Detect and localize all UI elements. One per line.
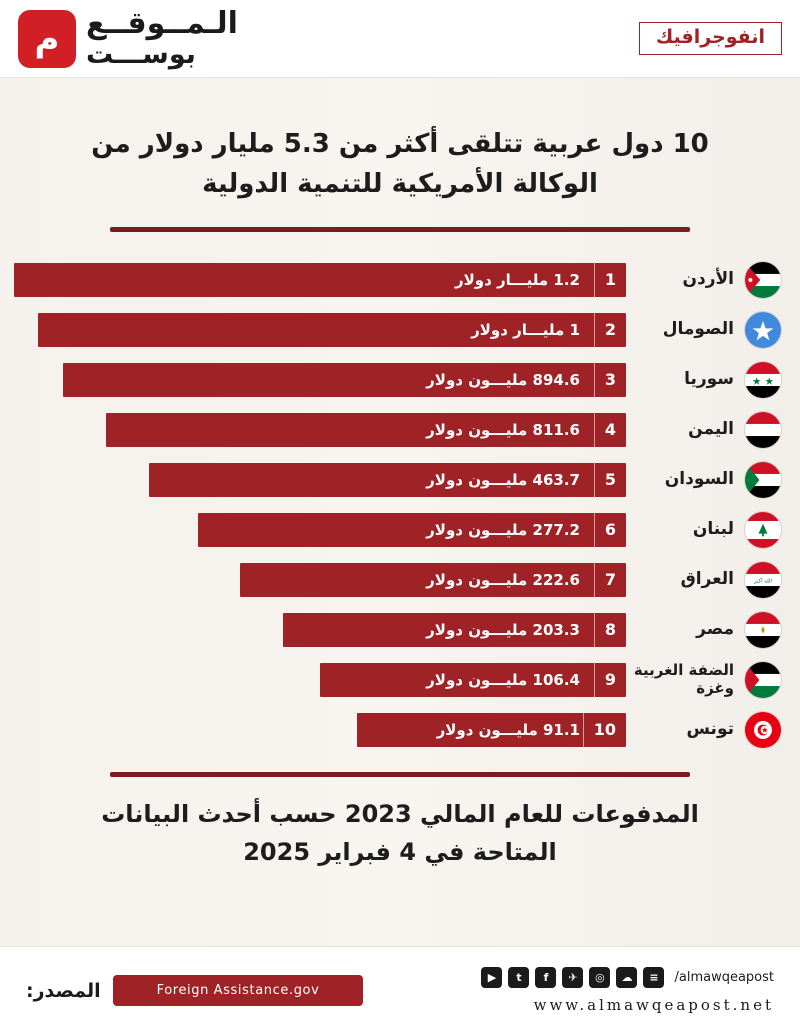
iraq-flag-icon xyxy=(744,561,782,599)
bar-rank: 6 xyxy=(594,513,620,547)
bar-fill xyxy=(240,563,626,597)
bar-track xyxy=(14,406,626,454)
svg-text:الله أكبر: الله أكبر xyxy=(753,578,773,585)
header xyxy=(0,0,800,78)
bar-rank: 10 xyxy=(583,713,620,747)
website-url[interactable]: www.almawqeapost.net xyxy=(533,996,774,1014)
bar-fill xyxy=(198,513,626,547)
footnote: المدفوعات للعام المالي 2023 حسب أحدث البيانات المتاحة في 4 فبراير 2025 xyxy=(101,799,699,866)
country-name: السودان xyxy=(664,468,734,489)
bar-value-label: 91.1 مليـــون دولار xyxy=(436,720,580,739)
page-title: 10 دول عربية تتلقى أكثر من 5.3 مليار دولار من الوكالة الأمريكية للتنمية الدولية xyxy=(91,129,709,200)
brand-top-line: الـمــوقــع xyxy=(86,6,238,41)
country-name: الأردن xyxy=(682,268,734,289)
telegram-icon[interactable]: ✈ xyxy=(562,967,583,988)
bar-value-label: 203.3 مليـــون دولار xyxy=(426,620,580,639)
instagram-icon[interactable]: ◎ xyxy=(589,967,610,988)
jordan-flag-icon xyxy=(744,261,782,299)
soundcloud-icon[interactable]: ☁ xyxy=(616,967,637,988)
egypt-flag-icon xyxy=(744,611,782,649)
country-name: العراق xyxy=(680,568,734,589)
bar-value-label: 106.4 مليـــون دولار xyxy=(426,670,580,689)
bar-rank: 3 xyxy=(594,363,620,397)
somalia-flag-icon xyxy=(744,311,782,349)
bar-value-label: 894.6 مليـــون دولار xyxy=(426,370,580,389)
bar-track xyxy=(14,556,626,604)
social-block xyxy=(481,967,774,1014)
bar-fill xyxy=(63,363,626,397)
brand-wordmark xyxy=(86,6,238,70)
source-label: المصدر: xyxy=(26,979,101,1002)
youtube-icon[interactable]: ▶ xyxy=(481,967,502,988)
infographic-tag: انفوجرافيك xyxy=(639,22,782,55)
bar-track xyxy=(14,306,626,354)
bar-rank: 2 xyxy=(594,313,620,347)
bar-rank: 4 xyxy=(594,413,620,447)
country-name: لبنان xyxy=(692,518,734,539)
bar-track xyxy=(14,606,626,654)
bar-track xyxy=(14,506,626,554)
chart-row xyxy=(14,406,786,454)
bar-chart xyxy=(0,256,800,754)
bar-track xyxy=(14,256,626,304)
chart-row xyxy=(14,606,786,654)
bar-track xyxy=(14,356,626,404)
bar-rank: 7 xyxy=(594,563,620,597)
social-links[interactable] xyxy=(481,967,774,988)
country-name: تونس xyxy=(686,718,734,739)
chart-row xyxy=(14,706,786,754)
country-name: سوريا xyxy=(684,368,734,389)
bar-fill xyxy=(357,713,626,747)
country-name: الصومال xyxy=(662,318,734,339)
bar-fill xyxy=(320,663,626,697)
bar-value-label: 463.7 مليـــون دولار xyxy=(426,470,580,489)
source-value: Foreign Assistance.gov xyxy=(113,975,364,1006)
bar-fill xyxy=(106,413,626,447)
bar-fill xyxy=(149,463,626,497)
footer-bar xyxy=(0,946,800,1034)
title-section xyxy=(0,78,800,232)
country-name: اليمن xyxy=(688,418,734,439)
yemen-flag-icon xyxy=(744,411,782,449)
bar-fill xyxy=(38,313,626,347)
source-block xyxy=(26,975,363,1006)
brand-mark-icon: م xyxy=(18,10,76,68)
bar-value-label: 222.6 مليـــون دولار xyxy=(426,570,580,589)
bar-value-label: 277.2 مليـــون دولار xyxy=(426,520,580,539)
bar-rank: 1 xyxy=(594,263,620,297)
bar-rank: 8 xyxy=(594,613,620,647)
bar-fill xyxy=(283,613,626,647)
bar-value-label: 811.6 مليـــون دولار xyxy=(426,420,580,439)
news-icon[interactable]: ≡ xyxy=(643,967,664,988)
chart-row xyxy=(14,556,786,604)
chart-row xyxy=(14,456,786,504)
brand-bottom-line: بوســـت xyxy=(86,39,196,70)
country-name: الضفة الغربية وغزة xyxy=(633,661,734,697)
social-handle: /almawqeapost xyxy=(674,970,774,985)
chart-row xyxy=(14,306,786,354)
brand-logo xyxy=(18,6,238,70)
chart-row xyxy=(14,356,786,404)
lebanon-flag-icon xyxy=(744,511,782,549)
chart-row xyxy=(14,506,786,554)
title-divider xyxy=(110,227,690,232)
chart-row xyxy=(14,256,786,304)
facebook-icon[interactable]: f xyxy=(535,967,556,988)
bar-rank: 9 xyxy=(594,663,620,697)
bar-value-label: 1.2 مليـــار دولار xyxy=(454,270,580,289)
country-name: مصر xyxy=(696,618,734,639)
bar-value-label: 1 مليـــار دولار xyxy=(471,320,580,339)
palestine-flag-icon xyxy=(744,661,782,699)
bar-track xyxy=(14,706,626,754)
sudan-flag-icon xyxy=(744,461,782,499)
bar-fill xyxy=(14,263,626,297)
bar-track xyxy=(14,456,626,504)
bar-track xyxy=(14,656,626,704)
syria-flag-icon xyxy=(744,361,782,399)
chart-row xyxy=(14,656,786,704)
bar-rank: 5 xyxy=(594,463,620,497)
twitter-icon[interactable]: t xyxy=(508,967,529,988)
tunisia-flag-icon xyxy=(744,711,782,749)
